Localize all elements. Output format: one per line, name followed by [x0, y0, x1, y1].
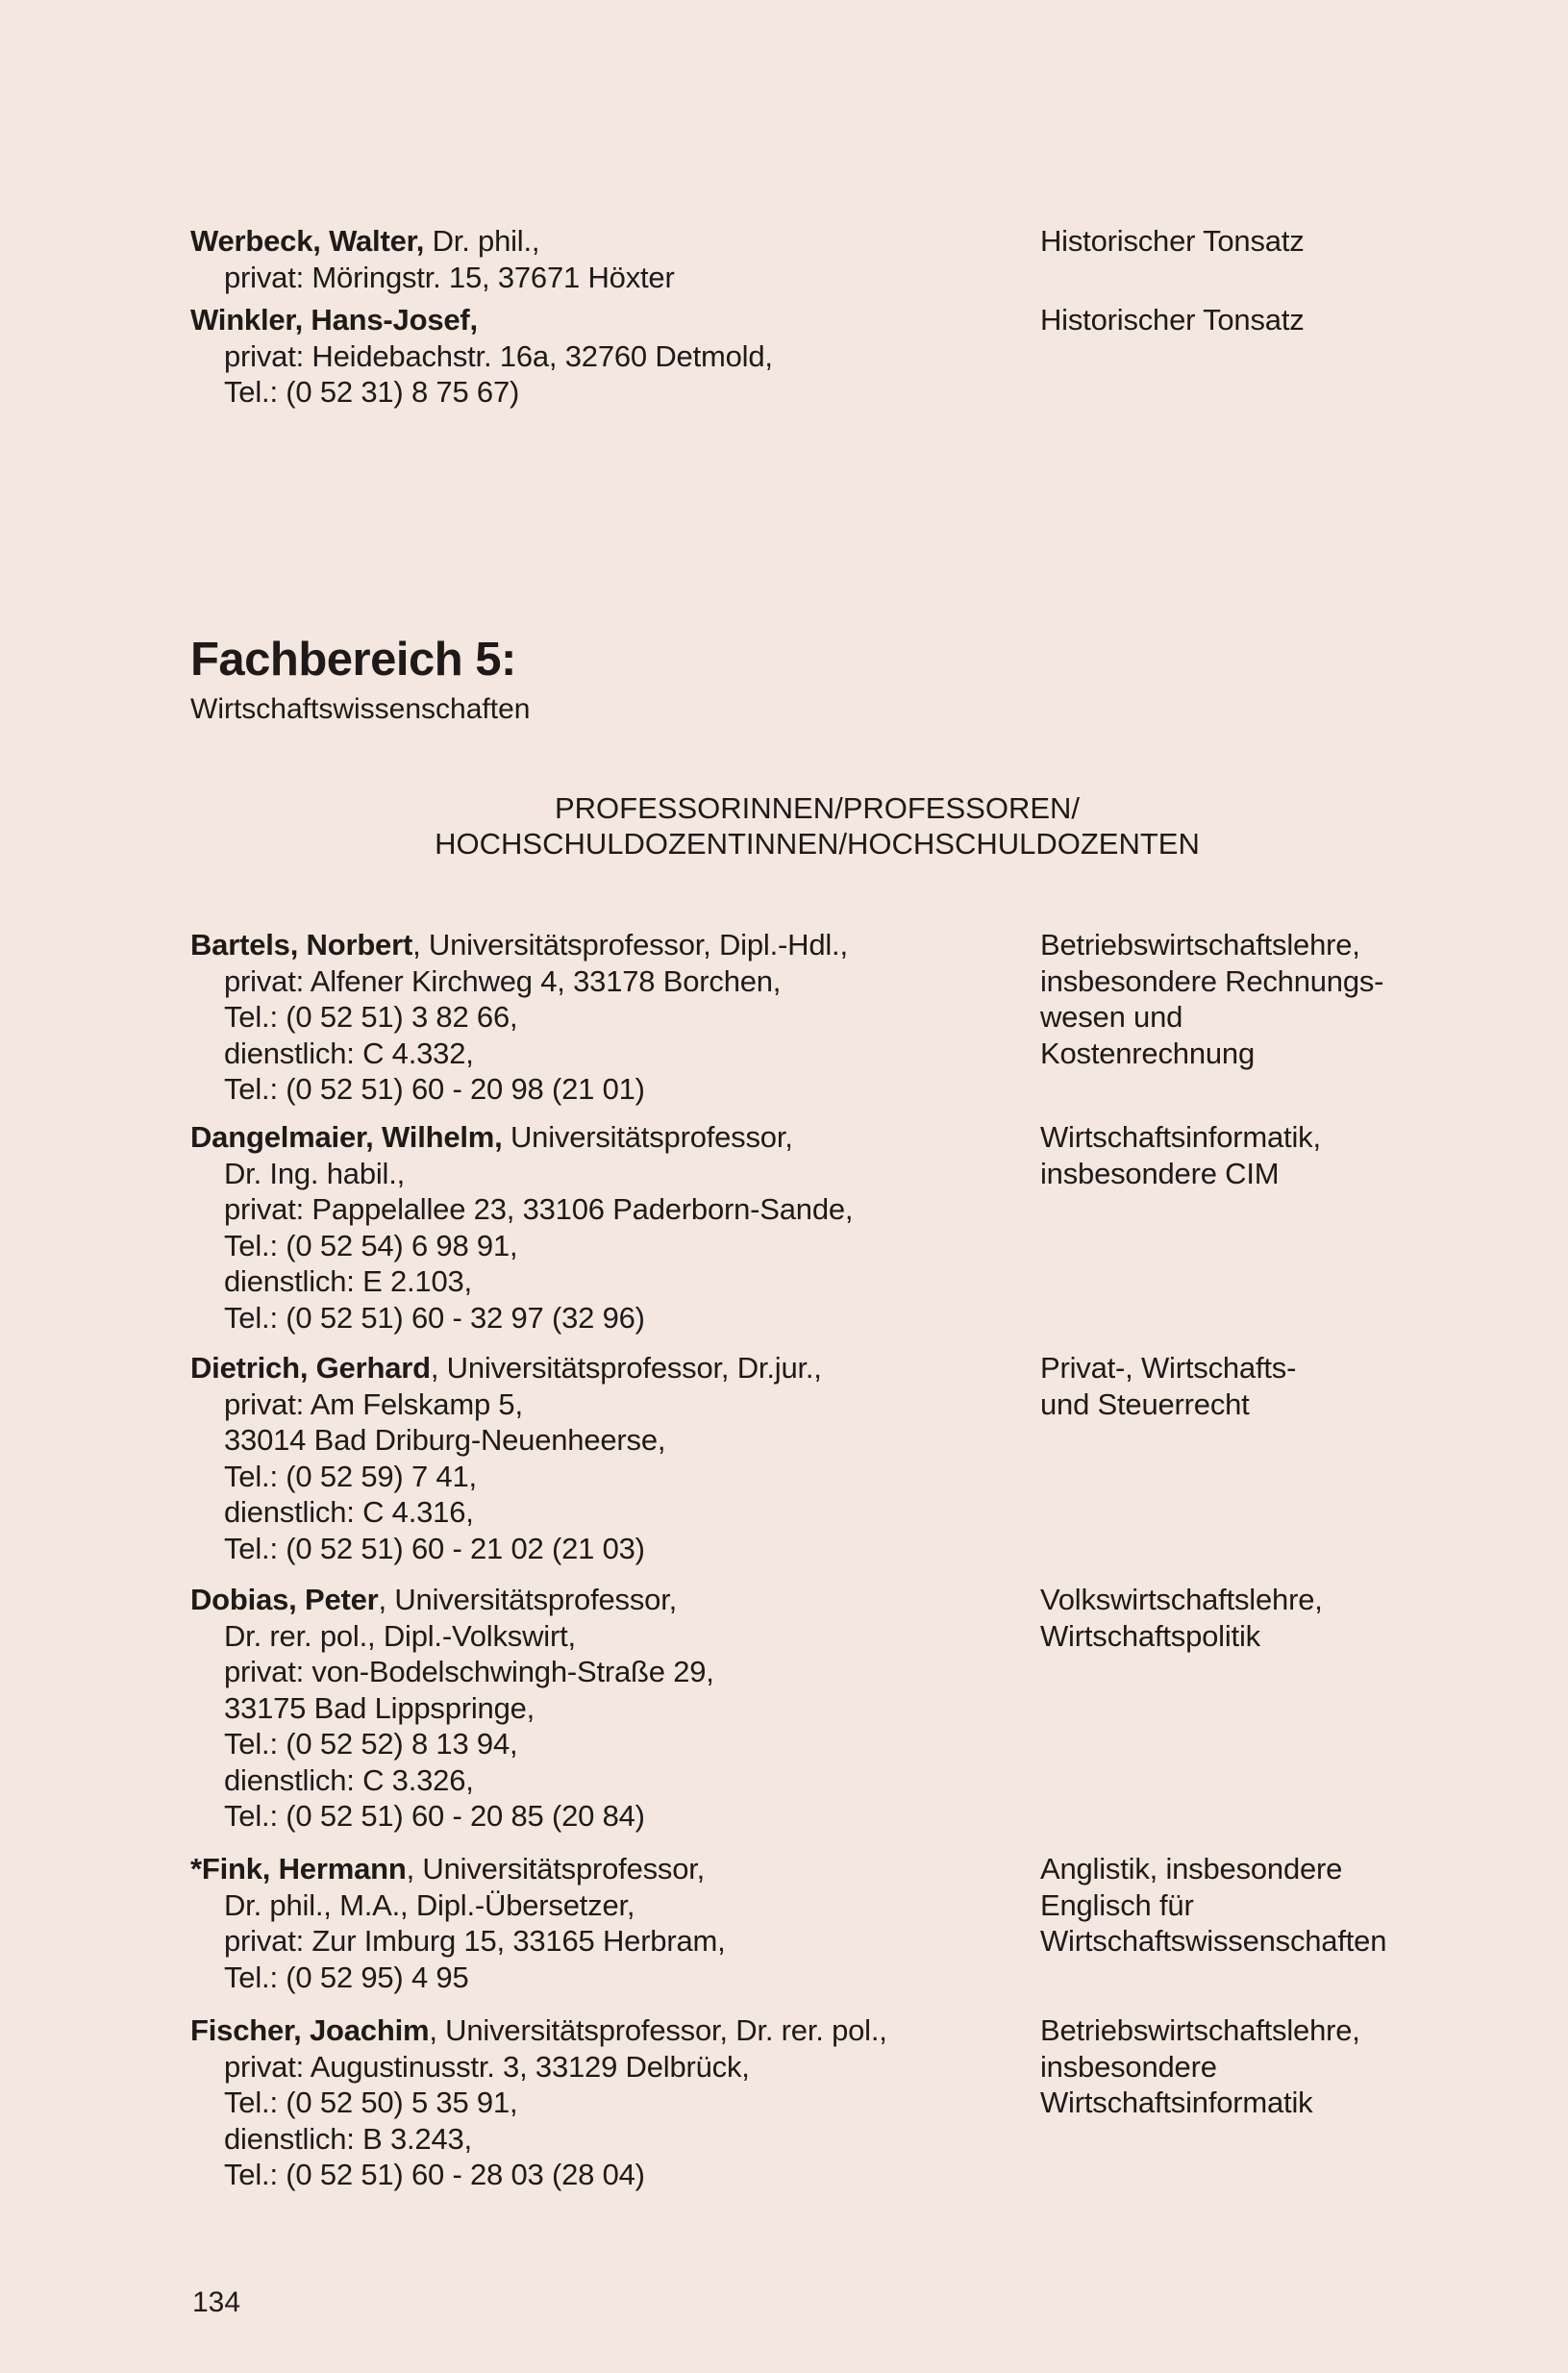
entry-detail-line: privat: Am Felskamp 5,: [224, 1386, 523, 1421]
entry-subject-block: [1040, 302, 1454, 338]
subject-line: Betriebswirtschaftslehre,: [1040, 928, 1360, 962]
entry-detail-line: 33175 Bad Lippspringe,: [224, 1690, 535, 1725]
person-title: , Universitätsprofessor, Dipl.-Hdl.,: [412, 928, 848, 962]
subject-line: Englisch für: [1040, 1887, 1194, 1922]
entry-detail-line: Dr. rer. pol., Dipl.-Volkswirt,: [224, 1618, 576, 1653]
entry-name-line: [190, 1119, 1017, 1156]
subject-line: Kostenrechnung: [1040, 1036, 1255, 1070]
person-name: Dietrich, Gerhard: [190, 1351, 431, 1385]
entry-detail-line: Tel.: (0 52 51) 60 - 21 02 (21 03): [224, 1531, 645, 1565]
entry-detail-line: privat: Pappelallee 23, 33106 Paderborn-Sande,: [224, 1192, 854, 1226]
person-title: , Universitätsprofessor,: [378, 1583, 678, 1616]
entry-name-line: [190, 1582, 1017, 1618]
entry-detail-line: 33014 Bad Driburg-Neuenheerse,: [224, 1423, 666, 1457]
entry-detail-line: Tel.: (0 52 59) 7 41,: [224, 1459, 477, 1493]
entry-detail-line: dienstlich: C 3.326,: [224, 1762, 474, 1797]
subject-line: Historischer Tonsatz: [1040, 303, 1305, 337]
entry-name-line: [190, 302, 1017, 338]
entry-name-line: [190, 1350, 1017, 1386]
subject-line: Anglistik, insbesondere: [1040, 1852, 1343, 1886]
entry-subject-block: [1040, 223, 1454, 260]
person-name: Dobias, Peter: [190, 1583, 379, 1616]
entry-detail-line: Tel.: (0 52 95) 4 95: [224, 1960, 469, 1994]
subject-line: Wirtschaftspolitik: [1040, 1618, 1260, 1653]
entry-detail-line: Tel.: (0 52 51) 60 - 20 98 (21 01): [224, 1072, 645, 1106]
person-name: Dangelmaier, Wilhelm,: [190, 1120, 503, 1154]
person-title: Universitätsprofessor,: [502, 1120, 793, 1154]
entry-detail-line: dienstlich: C 4.332,: [224, 1036, 474, 1070]
entry-person-block: [190, 1350, 1017, 1566]
entry-detail-line: Tel.: (0 52 51) 3 82 66,: [224, 1000, 518, 1034]
subject-line: Historischer Tonsatz: [1040, 224, 1305, 258]
subject-line: Volkswirtschaftslehre,: [1040, 1583, 1323, 1616]
subject-line: Betriebswirtschaftslehre,: [1040, 2013, 1360, 2047]
entry-subject-block: [1040, 1119, 1454, 1191]
person-title: , Universitätsprofessor, Dr.jur.,: [430, 1351, 822, 1385]
person-title: Dr. phil.,: [424, 224, 540, 258]
person-title: , Universitätsprofessor, Dr. rer. pol.,: [429, 2013, 887, 2047]
subject-line: insbesondere Rechnungs-: [1040, 963, 1384, 998]
entry-name-line: [190, 2012, 1017, 2049]
subject-line: Wirtschaftswissenschaften: [1040, 1924, 1387, 1958]
entry-name-line: [190, 1851, 1017, 1887]
entry-person-block: [190, 1582, 1017, 1835]
subject-line: Privat-, Wirtschafts-: [1040, 1351, 1297, 1385]
entry-detail-line: privat: Möringstr. 15, 37671 Höxter: [224, 260, 675, 294]
entry-detail-line: privat: Augustinusstr. 3, 33129 Delbrück,: [224, 2049, 750, 2084]
page-number: 134: [192, 2286, 241, 2318]
entry-person-block: [190, 302, 1017, 411]
entry-detail-line: privat: Heidebachstr. 16a, 32760 Detmold,: [224, 338, 773, 373]
person-name: Bartels, Norbert: [190, 928, 413, 962]
group-heading-line-1: PROFESSORINNEN/PROFESSOREN/: [554, 791, 1081, 825]
person-title: , Universitätsprofessor,: [406, 1852, 706, 1886]
person-name: *Fink, Hermann: [190, 1852, 407, 1886]
person-name: Werbeck, Walter,: [190, 224, 425, 258]
group-heading-line-2: HOCHSCHULDOZENTINNEN/HOCHSCHULDOZENTEN: [435, 827, 1200, 861]
entry-person-block: [190, 1851, 1017, 1995]
entry-detail-line: privat: Alfener Kirchweg 4, 33178 Borchen,: [224, 963, 782, 998]
entry-detail-line: Tel.: (0 52 31) 8 75 67): [224, 375, 520, 409]
entry-detail-line: Tel.: (0 52 51) 60 - 20 85 (20 84): [224, 1799, 645, 1833]
entry-name-line: [190, 927, 1017, 963]
entry-name-line: [190, 223, 1017, 260]
entry-detail-line: Tel.: (0 52 51) 60 - 28 03 (28 04): [224, 2158, 645, 2191]
entry-detail-line: Dr. phil., M.A., Dipl.-Übersetzer,: [224, 1887, 635, 1922]
entry-detail-line: dienstlich: B 3.243,: [224, 2121, 472, 2156]
entry-subject-block: [1040, 1851, 1454, 1960]
entry-person-block: [190, 1119, 1017, 1336]
subject-line: Wirtschaftsinformatik,: [1040, 1120, 1321, 1154]
entry-detail-line: Dr. Ing. habil.,: [224, 1156, 406, 1190]
entry-detail-line: privat: von-Bodelschwingh-Straße 29,: [224, 1655, 714, 1688]
entry-person-block: [190, 223, 1017, 295]
entry-subject-block: [1040, 1582, 1454, 1654]
subject-line: und Steuerrecht: [1040, 1386, 1250, 1421]
entry-detail-line: privat: Zur Imburg 15, 33165 Herbram,: [224, 1924, 726, 1958]
entry-detail-line: Tel.: (0 52 52) 8 13 94,: [224, 1727, 518, 1761]
entry-person-block: [190, 927, 1017, 1108]
subject-line: insbesondere: [1040, 2049, 1217, 2084]
entry-subject-block: [1040, 1350, 1454, 1422]
section-title: Fachbereich 5:: [190, 634, 516, 686]
entry-detail-line: Tel.: (0 52 54) 6 98 91,: [224, 1228, 518, 1262]
person-name: Winkler, Hans-Josef,: [190, 303, 478, 337]
entry-detail-line: Tel.: (0 52 51) 60 - 32 97 (32 96): [224, 1300, 645, 1335]
entry-detail-line: dienstlich: E 2.103,: [224, 1264, 472, 1298]
subject-line: insbesondere CIM: [1040, 1156, 1280, 1190]
entry-subject-block: [1040, 927, 1454, 1071]
entry-person-block: [190, 2012, 1017, 2193]
subject-line: Wirtschaftsinformatik: [1040, 2086, 1313, 2119]
section-subtitle: Wirtschaftswissenschaften: [190, 693, 531, 725]
entry-detail-line: dienstlich: C 4.316,: [224, 1495, 474, 1529]
entry-subject-block: [1040, 2012, 1454, 2121]
subject-line: wesen und: [1040, 1000, 1183, 1034]
person-name: Fischer, Joachim: [190, 2013, 430, 2047]
entry-detail-line: Tel.: (0 52 50) 5 35 91,: [224, 2086, 518, 2119]
